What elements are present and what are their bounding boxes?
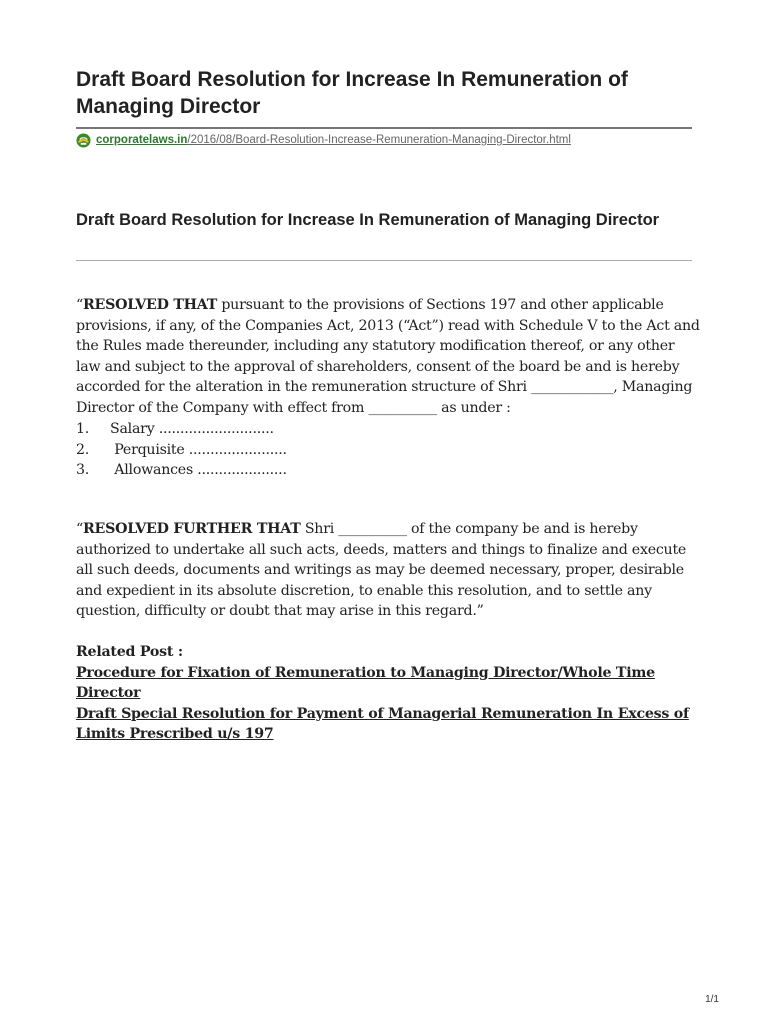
source-url[interactable]	[76, 132, 571, 148]
resolution-further-paragraph	[76, 519, 702, 622]
related-link-special-resolution[interactable]: Draft Special Resolution for Payment of Managerial Remuneration In Excess of Limits Prescribed u/s 197	[76, 705, 689, 742]
related-link-fixation[interactable]: Procedure for Fixation of Remuneration to Managing Director/Whole Time Director	[76, 664, 655, 701]
list-item-text: Allowances .....................	[110, 462, 287, 478]
page-title: Draft Board Resolution for Increase In Remuneration of Managing Director	[76, 68, 628, 118]
article-divider	[76, 260, 692, 261]
source-path-link[interactable]: /2016/08/Board-Resolution-Increase-Remuneration-Managing-Director.html	[187, 134, 571, 146]
list-item-text: Perquisite .......................	[110, 441, 287, 458]
list-item-number: 3.	[76, 462, 90, 478]
source-domain-link[interactable]: corporatelaws.in	[96, 134, 188, 146]
article-title: Draft Board Resolution for Increase In Remuneration of Managing Director	[76, 211, 660, 229]
list-item	[76, 440, 476, 461]
resolution-further-text: Shri __________ of the company be and is hereby authorized to undertake all such acts, deeds, matters and things to finalize and execute all such deeds, documents and writings as may be deemed necessary, proper, desirable and expedient in its absolute discretion, to enable this resolution, and to settle any question, difficulty or doubt that may arise in this regard.”	[76, 521, 687, 619]
related-posts	[76, 642, 702, 745]
remuneration-list	[76, 419, 476, 481]
open-quote: “	[76, 297, 84, 313]
resolution-paragraph	[76, 295, 702, 418]
list-item	[76, 460, 476, 481]
resolution-further-lead: RESOLVED FURTHER THAT	[83, 521, 301, 537]
page-number: 1/1	[705, 994, 719, 1005]
title-divider	[76, 127, 692, 129]
list-item	[76, 419, 476, 440]
related-heading: Related Post :	[76, 644, 183, 660]
list-item-text: Salary ...........................	[110, 421, 274, 437]
list-item-number: 2.	[76, 441, 90, 458]
list-item-number: 1.	[76, 421, 90, 437]
open-quote: “	[76, 521, 84, 537]
resolution-lead: RESOLVED THAT	[83, 297, 218, 313]
site-favicon-icon	[76, 133, 91, 148]
resolution-text: pursuant to the provisions of Sections 197 and other applicable provisions, if any, of the Companies Act, 2013 (“Act”) read with Schedule V to the Act and the Rules made thereunder, including any statutory modification thereof, or any other law and subject to the approval of shareholders, consent of the board be and is hereby accorded for the alteration in the remuneration structure of Shri ____________, Managing Director of the Company with effect from __________ as under :	[76, 297, 700, 416]
